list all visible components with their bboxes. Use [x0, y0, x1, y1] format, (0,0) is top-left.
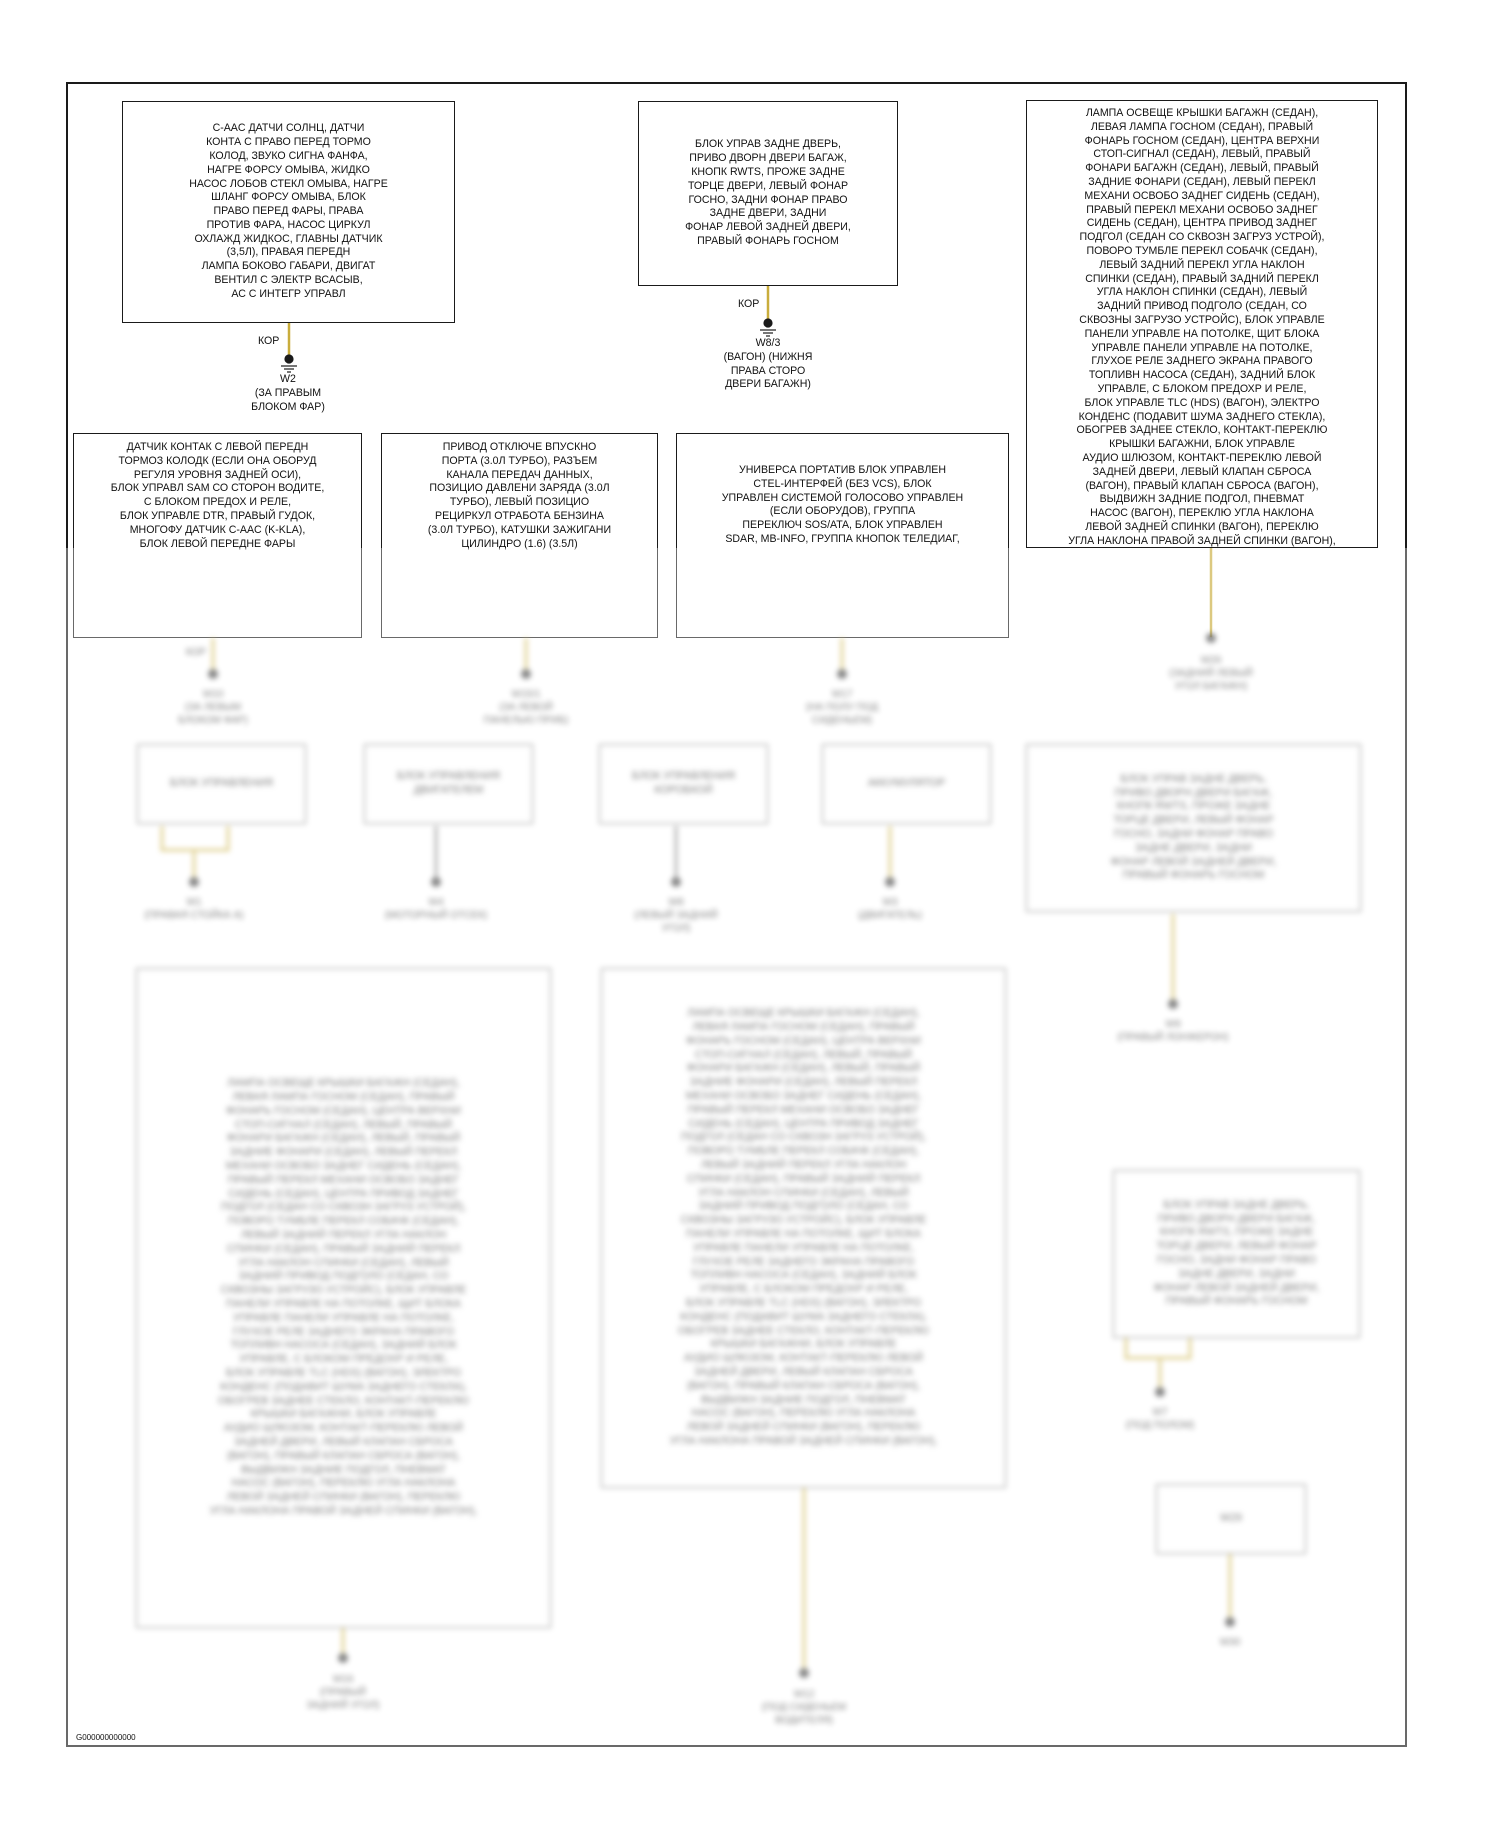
connector-block: [1026, 100, 1378, 548]
connector-block: [601, 968, 1006, 1488]
block-text: БЛОК УПРАВ ЗАДНЕ ДВЕРЬ, ПРИВО ДВОРН ДВЕРИ БАГАЖ, КНОПК RWTS, ПРОЖЕ ЗАДНЕ ТОРЦЕ ДВЕРИ, ЛЕВЫЙ ФОНАР ГОСНО, ЗАДНИ ФОНАР ПРАВО ЗАДНЕ ДВЕРИ, ЗАДНИ ФОНАР ЛЕВОЙ ЗАДНЕЙ ДВЕРИ, ПРАВЫЙ ФОНАРЬ ГОСНОМ: [1153, 1198, 1320, 1308]
block-text: ЛАМПА ОСВЕЩЕ КРЫШКИ БАГАЖН (СЕДАН), ЛЕВАЯ ЛАМПА ГОСНОМ (СЕДАН), ПРАВЫЙ ФОНАРЬ ГОСНОМ (СЕДАН), ЦЕНТРА ВЕРХНИ СТОП-СИГНАЛ (СЕДАН), ЛЕВЫЙ, ПРАВЫЙ ФОНАРИ БАГАЖН (СЕДАН), ЛЕВЫЙ, ПРАВЫЙ ЗАДНИЕ ФОНАРИ (СЕДАН), ЛЕВЫЙ ПЕРЕКЛ МЕХАНИ ОСВОБО ЗАДНЕГ СИДЕНЬ (СЕДАН), ПРАВЫЙ ПЕРЕКЛ МЕХАНИ ОСВОБО ЗАДНЕГ СИДЕНЬ (СЕДАН), ЦЕНТРА ПРИВОД ЗАДНЕГ ПОДГОЛ (СЕДАН СО СКВОЗН ЗАГРУЗ УСТРОЙ), ПОВОРО ТУМБЛЕ ПЕРЕКЛ СОБАЧК (СЕДАН), ЛЕВЫЙ ЗАДНИЙ ПЕРЕКЛ УГЛА НАКЛОН СПИНКИ (СЕДАН), ПРАВЫЙ ЗАДНИЙ ПЕРЕКЛ УГЛА НАКЛОН СПИНКИ (СЕДАН), ЛЕВЫЙ ЗАДНИЙ ПРИВОД ПОДГОЛО (СЕДАН, СО СКВОЗНЫ ЗАГРУЗО УСТРОЙС), БЛОК УПРАВЛЕ ПАНЕЛИ УПРАВЛЕ НА ПОТОЛКЕ, ЩИТ БЛОКА УПРАВЛЕ ПАНЕЛИ УПРАВЛЕ НА ПОТОЛКЕ, ГЛУХОЕ РЕЛЕ ЗАДНЕГО ЭКРАНА ПРАВОГО ТОПЛИВН НАСОСА (СЕДАН), ЗАДНИЙ БЛОК УПРАВЛЕ, С БЛОКОМ ПРЕДОХР И РЕЛЕ, БЛОК УПРАВЛЕ TLC (HDS) (ВАГОН), ЭЛЕКТРО КОНДЕНС (ПОДАВИТ ШУМА ЗАДНЕГО СТЕКЛА), ОБОГРЕВ ЗАДНЕЕ СТЕКЛО, КОНТАКТ-ПЕРЕКЛЮ КРЫШКИ БАГАЖНИ, БЛОК УПРАВЛЕ АУДИО ШЛЮЗОМ, КОНТАКТ-ПЕРЕКЛЮ ЛЕВОЙ ЗАДНЕЙ ДВЕРИ, ЛЕВЫЙ КЛАПАН СБРОСА (ВАГОН), ПРАВЫЙ КЛАПАН СБРОСА (ВАГОН), ВЫДВИЖН ЗАДНИЕ ПОДГОЛ, ПНЕВМАТ НАСОС (ВАГОН), ПЕРЕКЛЮ УГЛА НАКЛОНА ЛЕВОЙ ЗАДНЕЙ СПИНКИ (ВАГОН), ПЕРЕКЛЮ УГЛА НАКЛОНА ПРАВОЙ ЗАДНЕЙ СПИНКИ (ВАГОН),: [669, 1007, 938, 1447]
ground-point-label: W30: [1219, 1637, 1241, 1648]
ground-point-label: W26 (ЗАДНИЙ ЛЕВЫЙ УГОЛ БАГАЖН): [1169, 655, 1253, 692]
ground-point-label: W4 (МОТОРНЫЙ ОТСЕК): [384, 897, 488, 921]
connector-block: [122, 101, 455, 323]
ground-point-label: W12 (ПОД СИДЕНЬЕМ ВОДИТЕЛЯ): [761, 1689, 847, 1726]
block-text: ДАТЧИК КОНТАК С ЛЕВОЙ ПЕРЕДН ТОРМОЗ КОЛОДК (ЕСЛИ ОНА ОБОРУД РЕГУЛЯ УРОВНЯ ЗАДНЕЙ ОСИ), БЛОК УПРАВЛ SAM СО СТОРОН ВОДИТЕ, С БЛОКОМ ПРЕДОХ И РЕЛЕ, БЛОК УПРАВЛЕ DTR, ПРАВЫЙ ГУДОК, МНОГОФУ ДАТЧИК C-AAC (K-KLA), БЛОК ЛЕВОЙ ПЕРЕДНЕ ФАРЫ: [110, 441, 325, 550]
block-text: ПРИВОД ОТКЛЮЧЕ ВПУСКНО ПОРТА (3.0Л ТУРБО), РАЗЪЕМ КАНАЛА ПЕРЕДАЧ ДАННЫХ, ПОЗИЦИО ДАВЛЕНИ ЗАРЯДА (3.0Л ТУРБО), ЛЕВЫЙ ПОЗИЦИО РЕЦИРКУЛ ОТРАБОТА БЕНЗИНА (3.0Л ТУРБО), КАТУШКИ ЗАЖИГАНИ ЦИЛИНДРО (1.6) (3.5Л): [427, 441, 612, 550]
block-text: БЛОК УПРАВ ЗАДНЕ ДВЕРЬ, ПРИВО ДВОРН ДВЕРИ БАГАЖ, КНОПК RWTS, ПРОЖЕ ЗАДНЕ ТОРЦЕ ДВЕРИ, ЛЕВЫЙ ФОНАР ГОСНО, ЗАДНИ ФОНАР ПРАВО ЗАДНЕ ДВЕРИ, ЗАДНИ ФОНАР ЛЕВОЙ ЗАДНЕЙ ДВЕРИ, ПРАВЫЙ ФОНАРЬ ГОСНОМ: [685, 138, 851, 247]
connector-block: [638, 101, 898, 286]
wire-color-label: КОР: [185, 647, 207, 658]
ground-point-label: W1 (ПРАВАЯ СТОЙКА А): [144, 897, 244, 921]
ground-point-label: W10 (ЗА ЛЕВЫМ БЛОКОМ ФАР): [178, 689, 248, 726]
block-text: БЛОК УПРАВЛЕНИЯ КОРОБКОЙ: [632, 770, 735, 796]
ground-symbol: [281, 355, 297, 372]
connector-block: [822, 744, 991, 824]
block-text: C-AAC ДАТЧИ СОЛНЦ, ДАТЧИ КОНТА С ПРАВО ПЕРЕД ТОРМО КОЛОД, ЗВУКО СИГНА ФАНФА, НАГРЕ ФОРСУ ОМЫВА, ЖИДКО НАСОС ЛОБОВ СТЕКЛ ОМЫВА, НАГРЕ ШЛАНГ ФОРСУ ОМЫВА, БЛОК ПРАВО ПЕРЕД ФАРЫ, ПРАВА ПРОТИВ ФАРА, НАСОС ЦИРКУЛ ОХЛАЖД ЖИДКОС, ГЛАВНЫ ДАТЧИК (3,5Л), ПРАВАЯ ПЕРЕДН ЛАМПА БОКОВО ГАБАРИ, ДВИГАТ ВЕНТИЛ С ЭЛЕКТР ВСАСЫВ, АС С ИНТЕГР УПРАВЛ: [189, 122, 388, 300]
block-text: ЛАМПА ОСВЕЩЕ КРЫШКИ БАГАЖН (СЕДАН), ЛЕВАЯ ЛАМПА ГОСНОМ (СЕДАН), ПРАВЫЙ ФОНАРЬ ГОСНОМ (СЕДАН), ЦЕНТРА ВЕРХНИ СТОП-СИГНАЛ (СЕДАН), ЛЕВЫЙ, ПРАВЫЙ ФОНАРИ БАГАЖН (СЕДАН), ЛЕВЫЙ, ПРАВЫЙ ЗАДНИЕ ФОНАРИ (СЕДАН), ЛЕВЫЙ ПЕРЕКЛ МЕХАНИ ОСВОБО ЗАДНЕГ СИДЕНЬ (СЕДАН), ПРАВЫЙ ПЕРЕКЛ МЕХАНИ ОСВОБО ЗАДНЕГ СИДЕНЬ (СЕДАН), ЦЕНТРА ПРИВОД ЗАДНЕГ ПОДГОЛ (СЕДАН СО СКВОЗН ЗАГРУЗ УСТРОЙ), ПОВОРО ТУМБЛЕ ПЕРЕКЛ СОБАЧК (СЕДАН), ЛЕВЫЙ ЗАДНИЙ ПЕРЕКЛ УГЛА НАКЛОН СПИНКИ (СЕДАН), ПРАВЫЙ ЗАДНИЙ ПЕРЕКЛ УГЛА НАКЛОН СПИНКИ (СЕДАН), ЛЕВЫЙ ЗАДНИЙ ПРИВОД ПОДГОЛО (СЕДАН, СО СКВОЗНЫ ЗАГРУЗО УСТРОЙС), БЛОК УПРАВЛЕ ПАНЕЛИ УПРАВЛЕ НА ПОТОЛКЕ, ЩИТ БЛОКА УПРАВЛЕ ПАНЕЛИ УПРАВЛЕ НА ПОТОЛКЕ, ГЛУХОЕ РЕЛЕ ЗАДНЕГО ЭКРАНА ПРАВОГО ТОПЛИВН НАСОСА (СЕДАН), ЗАДНИЙ БЛОК УПРАВЛЕ, С БЛОКОМ ПРЕДОХР И РЕЛЕ, БЛОК УПРАВЛЕ TLC (HDS) (ВАГОН), ЭЛЕКТРО КОНДЕНС (ПОДАВИТ ШУМА ЗАДНЕГО СТЕКЛА), ОБОГРЕВ ЗАДНЕЕ СТЕКЛО, КОНТАКТ-ПЕРЕКЛЮ КРЫШКИ БАГАЖНИ, БЛОК УПРАВЛЕ АУДИО ШЛЮЗОМ, КОНТАКТ-ПЕРЕКЛЮ ЛЕВОЙ ЗАДНЕЙ ДВЕРИ, ЛЕВЫЙ КЛАПАН СБРОСА (ВАГОН), ПРАВЫЙ КЛАПАН СБРОСА (ВАГОН), ВЫДВИЖН ЗАДНИЕ ПОДГОЛ, ПНЕВМАТ НАСОС (ВАГОН), ПЕРЕКЛЮ УГЛА НАКЛОНА ЛЕВОЙ ЗАДНЕЙ СПИНКИ (ВАГОН), ПЕРЕКЛЮ УГЛА НАКЛОНА ПРАВОЙ ЗАДНЕЙ СПИНКИ (ВАГОН),: [1068, 107, 1336, 547]
ground-symbol: [760, 319, 776, 336]
block-text: БЛОК УПРАВЛЕНИЯ: [170, 777, 273, 790]
connector-block: [599, 744, 768, 824]
block-text: ЛАМПА ОСВЕЩЕ КРЫШКИ БАГАЖН (СЕДАН), ЛЕВАЯ ЛАМПА ГОСНОМ (СЕДАН), ПРАВЫЙ ФОНАРЬ ГОСНОМ (СЕДАН), ЦЕНТРА ВЕРХНИ СТОП-СИГНАЛ (СЕДАН), ЛЕВЫЙ, ПРАВЫЙ ФОНАРИ БАГАЖН (СЕДАН), ЛЕВЫЙ, ПРАВЫЙ ЗАДНИЕ ФОНАРИ (СЕДАН), ЛЕВЫЙ ПЕРЕКЛ МЕХАНИ ОСВОБО ЗАДНЕГ СИДЕНЬ (СЕДАН), ПРАВЫЙ ПЕРЕКЛ МЕХАНИ ОСВОБО ЗАДНЕГ СИДЕНЬ (СЕДАН), ЦЕНТРА ПРИВОД ЗАДНЕГ ПОДГОЛ (СЕДАН СО СКВОЗН ЗАГРУЗ УСТРОЙ), ПОВОРО ТУМБЛЕ ПЕРЕКЛ СОБАЧК (СЕДАН), ЛЕВЫЙ ЗАДНИЙ ПЕРЕКЛ УГЛА НАКЛОН СПИНКИ (СЕДАН), ПРАВЫЙ ЗАДНИЙ ПЕРЕКЛ УГЛА НАКЛОН СПИНКИ (СЕДАН), ЛЕВЫЙ ЗАДНИЙ ПРИВОД ПОДГОЛО (СЕДАН, СО СКВОЗНЫ ЗАГРУЗО УСТРОЙС), БЛОК УПРАВЛЕ ПАНЕЛИ УПРАВЛЕ НА ПОТОЛКЕ, ЩИТ БЛОКА УПРАВЛЕ ПАНЕЛИ УПРАВЛЕ НА ПОТОЛКЕ, ГЛУХОЕ РЕЛЕ ЗАДНЕГО ЭКРАНА ПРАВОГО ТОПЛИВН НАСОСА (СЕДАН), ЗАДНИЙ БЛОК УПРАВЛЕ, С БЛОКОМ ПРЕДОХР И РЕЛЕ, БЛОК УПРАВЛЕ TLC (HDS) (ВАГОН), ЭЛЕКТРО КОНДЕНС (ПОДАВИТ ШУМА ЗАДНЕГО СТЕКЛА), ОБОГРЕВ ЗАДНЕЕ СТЕКЛО, КОНТАКТ-ПЕРЕКЛЮ КРЫШКИ БАГАЖНИ, БЛОК УПРАВЛЕ АУДИО ШЛЮЗОМ, КОНТАКТ-ПЕРЕКЛЮ ЛЕВОЙ ЗАДНЕЙ ДВЕРИ, ЛЕВЫЙ КЛАПАН СБРОСА (ВАГОН), ПРАВЫЙ КЛАПАН СБРОСА (ВАГОН), ВЫДВИЖН ЗАДНИЕ ПОДГОЛ, ПНЕВМАТ НАСОС (ВАГОН), ПЕРЕКЛЮ УГЛА НАКЛОНА ЛЕВОЙ ЗАДНЕЙ СПИНКИ (ВАГОН), ПЕРЕКЛЮ УГЛА НАКЛОНА ПРАВОЙ ЗАДНЕЙ СПИНКИ (ВАГОН),: [209, 1077, 478, 1517]
ground-point-label: W8/3 (ВАГОН) (НИЖНЯ ПРАВА СТОРО ДВЕРИ БАГАЖН): [723, 337, 813, 391]
wire-color-label: КОР: [258, 335, 280, 347]
ground-point-label: W3 (ДВИГАТЕЛЬ): [858, 897, 922, 921]
wire-color-label: КОР: [738, 298, 760, 310]
block-text: АККУМУЛЯТОР: [867, 777, 946, 790]
connector-block: [136, 968, 551, 1628]
figure-code: G000000000000: [76, 1733, 136, 1742]
block-text: W29: [1220, 1512, 1242, 1525]
ground-point-label: W2 (ЗА ПРАВЫМ БЛОКОМ ФАР): [251, 373, 325, 413]
block-text: БЛОК УПРАВ ЗАДНЕ ДВЕРЬ, ПРИВО ДВОРН ДВЕРИ БАГАЖ, КНОПК RWTS, ПРОЖЕ ЗАДНЕ ТОРЦЕ ДВЕРИ, ЛЕВЫЙ ФОНАР ГОСНО, ЗАДНИ ФОНАР ПРАВО ЗАДНЕ ДВЕРИ, ЗАДНИ ФОНАР ЛЕВОЙ ЗАДНЕЙ ДВЕРИ, ПРАВЫЙ ФОНАРЬ ГОСНОМ: [1110, 772, 1277, 882]
connector-block: [1026, 744, 1361, 912]
connector-block: [364, 744, 533, 824]
connector-block: [137, 744, 306, 824]
ground-point-label: W7 (ПОД ПОЛОМ): [1125, 1407, 1195, 1431]
connector-block: [1156, 1484, 1306, 1554]
ground-point-label: W15/1 (ЗА ЛЕВОЙ ПАНЕЛЬЮ ПРИБ): [483, 689, 569, 726]
block-text: УНИВЕРСА ПОРТАТИВ БЛОК УПРАВЛЕН CTEL-ИНТЕРФЕЙ (БЕЗ VCS), БЛОК УПРАВЛЕН СИСТЕМОЙ ГОЛОСОВО УПРАВЛЕН (ЕСЛИ ОБОРУДОВ), ГРУППА ПЕРЕКЛЮЧ SOS/ATA, БЛОК УПРАВЛЕН SDAR, MB-INFO, ГРУППА КНОПОК ТЕЛЕДИАГ,: [721, 464, 964, 545]
ground-point-label: W9 (ПРАВЫЙ ЛОНЖЕРОН): [1117, 1019, 1229, 1043]
ground-point-label: W8 (ЛЕВЫЙ ЗАДНИЙ УГОЛ): [634, 897, 718, 934]
connector-block: [1113, 1170, 1360, 1338]
ground-point-label: W16 (ПРАВЫЙ ЗАДНИЙ УГОЛ): [306, 1674, 380, 1711]
ground-point-label: W17 (НА ПОЛУ ПОД СИДЕНЬЕМ): [805, 689, 879, 726]
block-text: БЛОК УПРАВЛЕНИЯ ДВИГАТЕЛЕМ: [397, 770, 500, 796]
blurred-region: [66, 548, 1407, 1748]
